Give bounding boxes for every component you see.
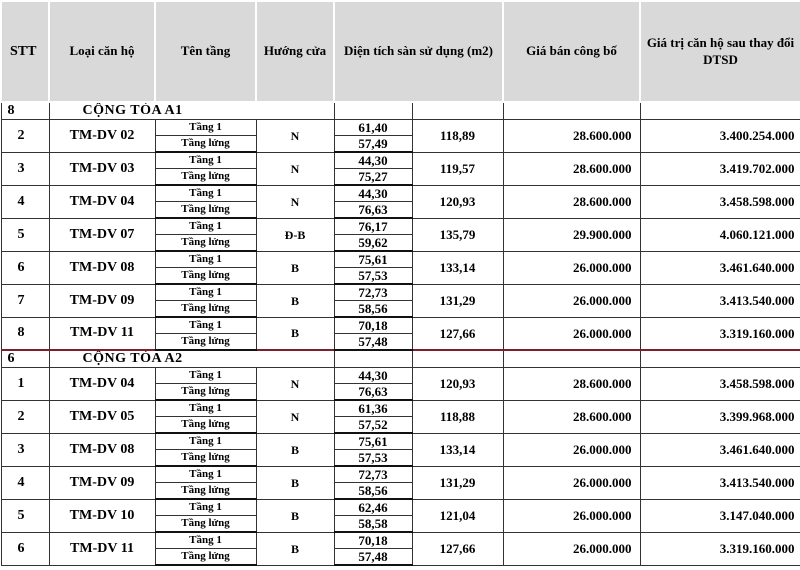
row-door-direction: B [256, 317, 334, 350]
row-stt: 5 [1, 499, 49, 532]
row-floor-1: Tầng 1 [155, 433, 256, 450]
row-floor-1: Tầng 1 [155, 218, 256, 235]
row-floor-mezzanine: Tầng lửng [155, 450, 256, 467]
row-floor-1: Tầng 1 [155, 284, 256, 301]
table-row [1, 120, 800, 136]
row-floor-1: Tầng 1 [155, 152, 256, 169]
row-apartment-code: TM-DV 03 [49, 152, 155, 185]
table-row [1, 185, 800, 202]
section-name: CỘNG TÒA A2 [49, 350, 334, 368]
header-door-direction: Hướng cửa [256, 1, 334, 102]
header-floor-area: Diện tích sàn sử dụng (m2) [334, 1, 503, 102]
row-apartment-value: 3.400.254.000 [640, 120, 800, 153]
row-area-floor-1: 76,17 [334, 218, 412, 235]
row-listed-price: 28.600.000 [503, 120, 640, 153]
row-listed-price: 26.000.000 [503, 433, 640, 466]
row-stt: 1 [1, 368, 49, 401]
row-area-floor-1: 72,73 [334, 466, 412, 483]
row-stt: 3 [1, 433, 49, 466]
row-apartment-code: TM-DV 05 [49, 400, 155, 433]
row-area-mezzanine: 58,58 [334, 516, 412, 533]
row-apartment-value: 3.319.160.000 [640, 532, 800, 565]
row-apartment-value: 3.458.598.000 [640, 368, 800, 401]
row-apartment-code: TM-DV 04 [49, 368, 155, 401]
row-floor-1: Tầng 1 [155, 499, 256, 516]
row-total-area: 120,93 [412, 368, 503, 401]
table-row [1, 218, 800, 235]
table-row [1, 433, 800, 450]
row-door-direction: N [256, 120, 334, 153]
row-area-mezzanine: 75,27 [334, 169, 412, 186]
row-floor-mezzanine: Tầng lửng [155, 235, 256, 252]
row-area-mezzanine: 57,52 [334, 417, 412, 434]
table-row [1, 499, 800, 516]
table-row [1, 466, 800, 483]
section-count: 8 [1, 102, 49, 120]
row-area-mezzanine: 57,53 [334, 450, 412, 467]
row-listed-price: 28.600.000 [503, 368, 640, 401]
row-apartment-value: 3.461.640.000 [640, 251, 800, 284]
row-listed-price: 26.000.000 [503, 466, 640, 499]
row-door-direction: B [256, 284, 334, 317]
table-row [1, 284, 800, 301]
row-floor-mezzanine: Tầng lửng [155, 483, 256, 500]
section-name: CỘNG TÒA A1 [49, 102, 334, 120]
row-area-floor-1: 44,30 [334, 368, 412, 384]
row-apartment-value: 3.461.640.000 [640, 433, 800, 466]
row-floor-1: Tầng 1 [155, 368, 256, 384]
row-door-direction: B [256, 251, 334, 284]
row-area-mezzanine: 59,62 [334, 235, 412, 252]
table-row [1, 532, 800, 549]
row-apartment-code: TM-DV 08 [49, 433, 155, 466]
row-floor-1: Tầng 1 [155, 185, 256, 202]
row-apartment-code: TM-DV 09 [49, 466, 155, 499]
table-row [1, 400, 800, 417]
row-floor-mezzanine: Tầng lửng [155, 549, 256, 566]
row-listed-price: 26.000.000 [503, 251, 640, 284]
row-apartment-code: TM-DV 11 [49, 317, 155, 350]
row-listed-price: 26.000.000 [503, 532, 640, 565]
row-floor-1: Tầng 1 [155, 317, 256, 334]
row-total-area: 131,29 [412, 284, 503, 317]
row-stt: 2 [1, 120, 49, 153]
row-area-floor-1: 62,46 [334, 499, 412, 516]
row-floor-mezzanine: Tầng lửng [155, 136, 256, 153]
row-stt: 4 [1, 466, 49, 499]
row-apartment-value: 3.399.968.000 [640, 400, 800, 433]
row-door-direction: Đ-B [256, 218, 334, 251]
table-row [1, 368, 800, 384]
header-apartment-type: Loại căn hộ [49, 1, 155, 102]
row-area-floor-1: 75,61 [334, 251, 412, 268]
header-listed-price: Giá bán công bố [503, 1, 640, 102]
row-apartment-value: 4.060.121.000 [640, 218, 800, 251]
row-area-floor-1: 70,18 [334, 532, 412, 549]
row-listed-price: 28.600.000 [503, 152, 640, 185]
section-count: 6 [1, 350, 49, 368]
row-total-area: 119,57 [412, 152, 503, 185]
row-total-area: 121,04 [412, 499, 503, 532]
row-total-area: 127,66 [412, 532, 503, 565]
header-row [1, 1, 800, 102]
row-apartment-code: TM-DV 07 [49, 218, 155, 251]
row-area-mezzanine: 57,48 [334, 549, 412, 566]
row-area-floor-1: 70,18 [334, 317, 412, 334]
row-area-mezzanine: 58,56 [334, 301, 412, 318]
row-total-area: 127,66 [412, 317, 503, 350]
row-stt: 5 [1, 218, 49, 251]
row-apartment-value: 3.413.540.000 [640, 466, 800, 499]
row-area-mezzanine: 57,48 [334, 334, 412, 351]
row-door-direction: N [256, 400, 334, 433]
row-floor-mezzanine: Tầng lửng [155, 417, 256, 434]
row-stt: 6 [1, 251, 49, 284]
section-price-empty [503, 102, 640, 120]
row-area-floor-1: 44,30 [334, 152, 412, 169]
row-listed-price: 26.000.000 [503, 284, 640, 317]
row-apartment-code: TM-DV 08 [49, 251, 155, 284]
row-apartment-code: TM-DV 11 [49, 532, 155, 565]
row-apartment-code: TM-DV 09 [49, 284, 155, 317]
header-stt: STT [1, 1, 49, 102]
row-apartment-value: 3.419.702.000 [640, 152, 800, 185]
row-listed-price: 29.900.000 [503, 218, 640, 251]
row-listed-price: 26.000.000 [503, 499, 640, 532]
row-floor-mezzanine: Tầng lửng [155, 334, 256, 351]
row-floor-1: Tầng 1 [155, 120, 256, 136]
row-area-mezzanine: 58,56 [334, 483, 412, 500]
row-area-floor-1: 72,73 [334, 284, 412, 301]
row-apartment-value: 3.319.160.000 [640, 317, 800, 350]
row-apartment-value: 3.147.040.000 [640, 499, 800, 532]
table-body [1, 102, 800, 565]
row-floor-1: Tầng 1 [155, 532, 256, 549]
row-floor-1: Tầng 1 [155, 466, 256, 483]
row-area-floor-1: 44,30 [334, 185, 412, 202]
row-door-direction: B [256, 433, 334, 466]
section-value-empty [640, 350, 800, 368]
table-row [1, 251, 800, 268]
section-total-empty [412, 350, 503, 368]
header-floor-name: Tên tầng [155, 1, 256, 102]
row-total-area: 120,93 [412, 185, 503, 218]
section-area-empty [334, 350, 412, 368]
row-floor-1: Tầng 1 [155, 251, 256, 268]
row-apartment-value: 3.413.540.000 [640, 284, 800, 317]
row-stt: 7 [1, 284, 49, 317]
row-apartment-code: TM-DV 02 [49, 120, 155, 153]
row-total-area: 131,29 [412, 466, 503, 499]
row-stt: 3 [1, 152, 49, 185]
section-area-empty [334, 102, 412, 120]
section-row [1, 102, 800, 120]
row-total-area: 118,89 [412, 120, 503, 153]
row-floor-mezzanine: Tầng lửng [155, 384, 256, 401]
header-apartment-value: Giá trị căn hộ sau thay đổi DTSD [640, 1, 800, 102]
row-listed-price: 26.000.000 [503, 317, 640, 350]
row-area-mezzanine: 76,63 [334, 202, 412, 219]
row-area-floor-1: 61,40 [334, 120, 412, 136]
row-stt: 4 [1, 185, 49, 218]
row-total-area: 135,79 [412, 218, 503, 251]
row-stt: 8 [1, 317, 49, 350]
row-door-direction: B [256, 499, 334, 532]
section-value-empty [640, 102, 800, 120]
row-listed-price: 28.600.000 [503, 185, 640, 218]
row-listed-price: 28.600.000 [503, 400, 640, 433]
row-stt: 2 [1, 400, 49, 433]
row-total-area: 133,14 [412, 251, 503, 284]
row-door-direction: N [256, 185, 334, 218]
row-total-area: 133,14 [412, 433, 503, 466]
section-price-empty [503, 350, 640, 368]
row-area-mezzanine: 57,49 [334, 136, 412, 153]
row-floor-1: Tầng 1 [155, 400, 256, 417]
row-door-direction: N [256, 368, 334, 401]
table-row [1, 317, 800, 334]
row-apartment-code: TM-DV 10 [49, 499, 155, 532]
section-row [1, 350, 800, 368]
row-apartment-code: TM-DV 04 [49, 185, 155, 218]
row-floor-mezzanine: Tầng lửng [155, 301, 256, 318]
row-door-direction: N [256, 152, 334, 185]
table-row [1, 152, 800, 169]
row-area-mezzanine: 57,53 [334, 268, 412, 285]
row-total-area: 118,88 [412, 400, 503, 433]
row-apartment-value: 3.458.598.000 [640, 185, 800, 218]
row-area-mezzanine: 76,63 [334, 384, 412, 401]
row-stt: 6 [1, 532, 49, 565]
row-door-direction: B [256, 466, 334, 499]
row-door-direction: B [256, 532, 334, 565]
row-area-floor-1: 75,61 [334, 433, 412, 450]
row-floor-mezzanine: Tầng lửng [155, 268, 256, 285]
row-area-floor-1: 61,36 [334, 400, 412, 417]
row-floor-mezzanine: Tầng lửng [155, 169, 256, 186]
section-total-empty [412, 102, 503, 120]
row-floor-mezzanine: Tầng lửng [155, 202, 256, 219]
row-floor-mezzanine: Tầng lửng [155, 516, 256, 533]
